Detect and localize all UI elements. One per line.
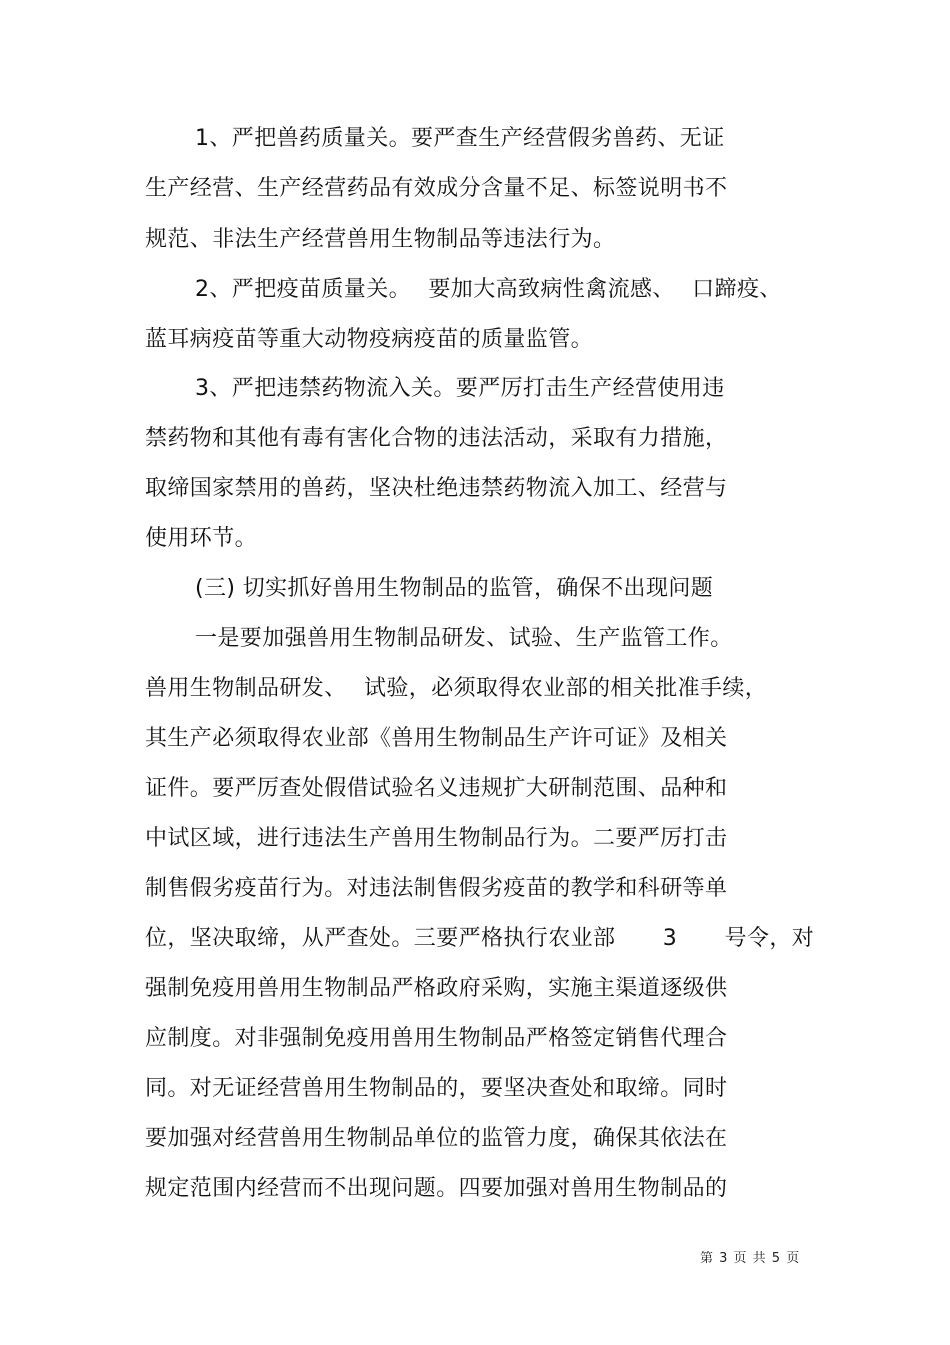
body-line-7: 禁药物和其他有毒有害化合物的违法活动，采取有力措施， [145, 426, 728, 451]
body-line-4: 2、严把疫苗质量关。 要加大高致病性禽流感、 口蹄疫、 [195, 277, 782, 302]
body-line-13: 其生产必须取得农业部《兽用生物制品生产许可证》及相关 [145, 726, 728, 751]
body-line-5: 蓝耳病疫苗等重大动物疫病疫苗的质量监管。 [145, 327, 594, 352]
body-line-22: 规定范围内经营而不出现问题。四要加强对兽用生物制品的 [145, 1176, 728, 1201]
body-line-20: 同。对无证经营兽用生物制品的，要坚决查处和取缔。同时 [145, 1076, 728, 1101]
body-line-16: 制售假劣疫苗行为。对违法制售假劣疫苗的教学和科研等单 [145, 876, 728, 901]
body-line-11: 一是要加强兽用生物制品研发、试验、生产监管工作。 [195, 626, 733, 651]
body-line-1: 1、严把兽药质量关。要严查生产经营假劣兽药、无证 [195, 126, 725, 151]
section-heading: (三) 切实抓好兽用生物制品的监管，确保不出现问题 [195, 576, 714, 601]
body-line-21: 要加强对经营兽用生物制品单位的监管力度，确保其依法在 [145, 1126, 728, 1151]
body-line-8: 取缔国家禁用的兽药，坚决杜绝违禁药物流入加工、经营与 [145, 476, 728, 501]
page-number-footer: 第 3 页 共 5 页 [700, 1251, 801, 1266]
body-line-6: 3、严把违禁药物流入关。要严厉打击生产经营使用违 [195, 376, 725, 401]
body-line-19: 应制度。对非强制免疫用兽用生物制品严格签定销售代理合 [145, 1026, 728, 1051]
body-line-18: 强制免疫用兽用生物制品严格政府采购，实施主渠道逐级供 [145, 976, 728, 1001]
body-line-9: 使用环节。 [145, 526, 258, 551]
body-line-14: 证件。要严厉查处假借试验名义违规扩大研制范围、品种和 [145, 776, 728, 801]
body-line-3: 规范、非法生产经营兽用生物制品等违法行为。 [145, 227, 616, 252]
body-line-17: 位，坚决取缔，从严查处。三要严格执行农业部 3 号令，对 [145, 926, 815, 951]
body-line-2: 生产经营、生产经营药品有效成分含量不足、标签说明书不 [145, 176, 728, 201]
body-line-15: 中试区域，进行违法生产兽用生物制品行为。二要严厉打击 [145, 826, 728, 851]
body-line-12: 兽用生物制品研发、 试验，必须取得农业部的相关批准手续， [145, 676, 768, 701]
